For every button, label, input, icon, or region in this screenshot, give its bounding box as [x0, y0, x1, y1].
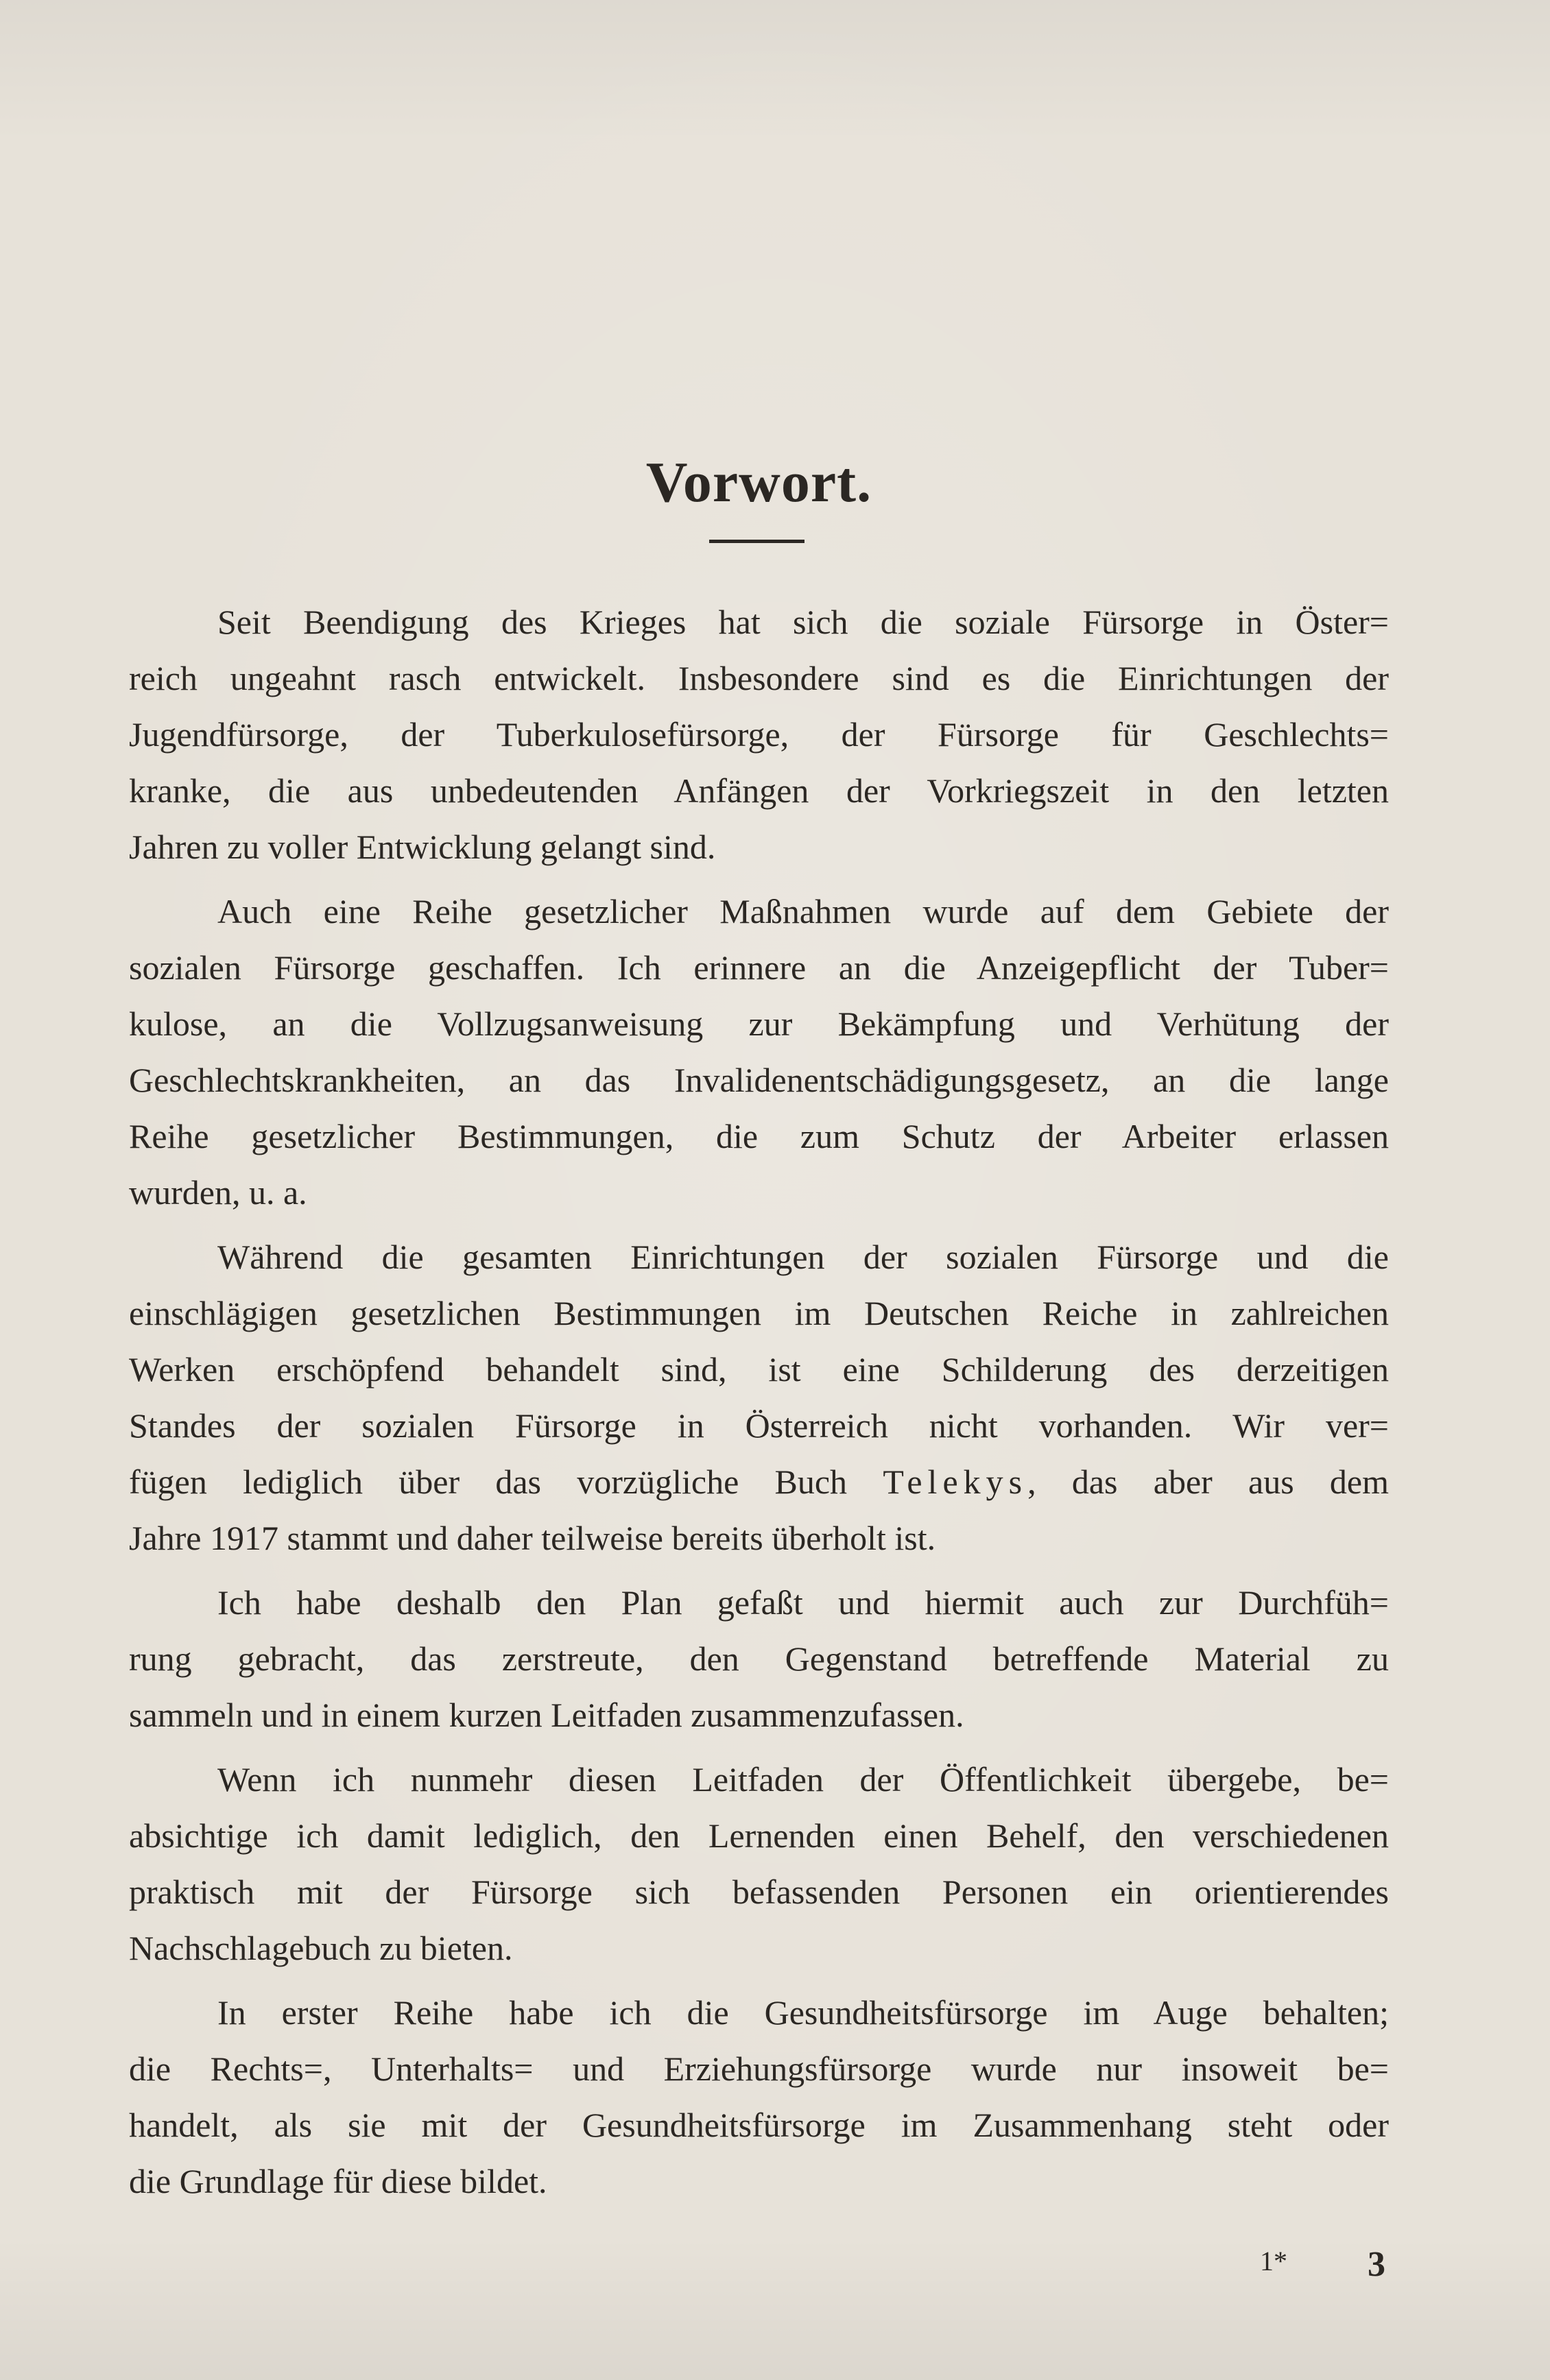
text-line: einschlägigen gesetzlichen Bestimmungen im Deutschen Reiche in zahlreichen — [129, 1294, 1389, 1332]
paragraph-6 — [129, 1984, 1389, 2209]
text-line: In erster Reihe habe ich die Gesundheitsfürsorge im Auge behalten; — [217, 1993, 1389, 2032]
paragraph-2 — [129, 883, 1389, 1221]
text-line: handelt, als sie mit der Gesundheitsfürsorge im Zusammenhang steht oder — [129, 2106, 1389, 2144]
text-line: rung gebracht, das zerstreute, den Gegenstand betreffende Material zu — [129, 1639, 1389, 1678]
text-line: Reihe gesetzlicher Bestimmungen, die zum Schutz der Arbeiter erlassen — [129, 1117, 1389, 1155]
text-fragment: fügen lediglich über das vorzügliche Buch — [129, 1463, 848, 1501]
paragraph-1 — [129, 594, 1389, 875]
paragraph-4 — [129, 1574, 1389, 1743]
page-number: 3 — [1368, 2245, 1385, 2284]
text-line: Ich habe deshalb den Plan gefaßt und hiermit auch zur Durchfüh= — [217, 1583, 1389, 1622]
text-line: sammeln und in einem kurzen Leitfaden zusammenzufassen. — [129, 1696, 964, 1734]
text-line: Jahren zu voller Entwicklung gelangt sind. — [129, 828, 716, 866]
text-line: kranke, die aus unbedeutenden Anfängen der Vorkriegszeit in den letzten — [129, 771, 1389, 810]
page-title: Vorwort. — [645, 450, 872, 514]
text-line: die Rechts=, Unterhalts= und Erziehungsfürsorge wurde nur insoweit be= — [129, 2050, 1389, 2088]
text-line: Jahre 1917 stammt und daher teilweise bereits überholt ist. — [129, 1519, 936, 1557]
text-line: Seit Beendigung des Krieges hat sich die soziale Fürsorge in Öster= — [217, 603, 1389, 641]
text-line: Nachschlagebuch zu bieten. — [129, 1929, 513, 1967]
body-text — [129, 594, 1389, 2209]
text-line: Wenn ich nunmehr diesen Leitfaden der Öffentlichkeit übergebe, be= — [217, 1760, 1389, 1799]
paragraph-3 — [129, 1229, 1389, 1566]
text-line: die Grundlage für diese bildet. — [129, 2162, 547, 2200]
text-line: reich ungeahnt rasch entwickelt. Insbesondere sind es die Einrichtungen der — [129, 659, 1389, 697]
text-line: sozialen Fürsorge geschaffen. Ich erinnere an die Anzeigepflicht der Tuber= — [129, 948, 1389, 987]
text-line: Auch eine Reihe gesetzlicher Maßnahmen wurde auf dem Gebiete der — [217, 892, 1389, 930]
text-line: Standes der sozialen Fürsorge in Österreich nicht vorhanden. Wir ver= — [129, 1406, 1389, 1445]
spaced-author-name: Telekys — [883, 1463, 1028, 1501]
text-fragment: , das aber aus dem — [1027, 1463, 1390, 1501]
signature-mark: 1* — [1260, 2246, 1287, 2276]
text-line — [129, 1454, 1389, 1510]
title-rule — [709, 540, 804, 543]
text-line: Werken erschöpfend behandelt sind, ist eine Schilderung des derzeitigen — [129, 1350, 1389, 1389]
text-line: wurden, u. a. — [129, 1173, 307, 1212]
text-line: praktisch mit der Fürsorge sich befassenden Personen ein orientierendes — [129, 1873, 1389, 1911]
text-line: kulose, an die Vollzugsanweisung zur Bekämpfung und Verhütung der — [129, 1005, 1389, 1043]
paragraph-5 — [129, 1751, 1389, 1976]
text-line: Geschlechtskrankheiten, an das Invalidenentschädigungsgesetz, an die lange — [129, 1061, 1389, 1099]
text-line: Während die gesamten Einrichtungen der sozialen Fürsorge und die — [217, 1238, 1389, 1276]
text-line: absichtige ich damit lediglich, den Lernenden einen Behelf, den verschiedenen — [129, 1816, 1389, 1855]
text-line: Jugendfürsorge, der Tuberkulosefürsorge, der Fürsorge für Geschlechts= — [129, 715, 1389, 754]
